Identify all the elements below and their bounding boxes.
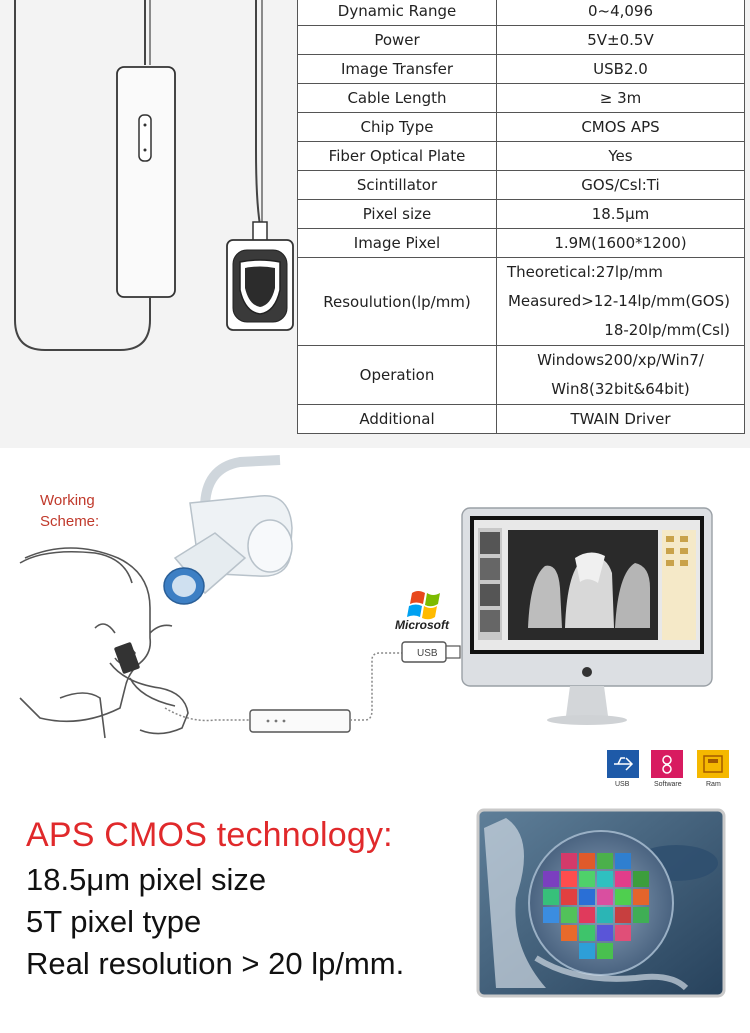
working-scheme-section (0, 448, 750, 798)
spec-row-dynamic-range (298, 0, 745, 26)
feature-software-icon (651, 750, 683, 788)
spec-row-chip-type (298, 113, 745, 142)
spec-value-multiline (497, 346, 745, 405)
feature-ram-label: Ram (706, 781, 721, 788)
spec-label: Additional (298, 405, 497, 434)
spec-value: 0~4,096 (497, 0, 745, 26)
spec-value: 1.9M(1600*1200) (497, 229, 745, 258)
spec-table (297, 0, 745, 434)
spec-value: Yes (497, 142, 745, 171)
spec-label: Operation (298, 346, 497, 405)
spec-section (0, 0, 750, 448)
spec-value: ≥ 3m (497, 84, 745, 113)
spec-value: TWAIN Driver (497, 405, 745, 434)
feature-usb-icon (607, 750, 639, 788)
intraoral-sensor (114, 642, 140, 674)
spec-label: Scintillator (298, 171, 497, 200)
spec-label: Cable Length (298, 84, 497, 113)
technology-pixel-type: 5T pixel type (26, 904, 202, 939)
working-scheme-label: Working Scheme: (40, 492, 100, 530)
sensor-cable (165, 708, 250, 721)
sensor-device-illustration (0, 0, 300, 448)
spec-label: Pixel size (298, 200, 497, 229)
technology-title: APS CMOS technology: (26, 816, 393, 854)
spec-row-power (298, 26, 745, 55)
xray-generator-illustration (164, 460, 292, 604)
cmos-wafer-photo (476, 808, 726, 998)
spec-value: CMOS APS (497, 113, 745, 142)
working-scheme-diagram (0, 448, 750, 798)
feature-software-label: Software (654, 781, 682, 788)
technology-resolution: Real resolution > 20 lp/mm. (26, 946, 405, 981)
usb-plug-label: USB (417, 648, 438, 659)
spec-label: Image Transfer (298, 55, 497, 84)
spec-row-cable-length (298, 84, 745, 113)
spec-label: Fiber Optical Plate (298, 142, 497, 171)
patient-illustration (20, 548, 188, 738)
spec-value: 18.5μm (497, 200, 745, 229)
spec-value: GOS/Csl:Ti (497, 171, 745, 200)
spec-label: Chip Type (298, 113, 497, 142)
technology-pixel-size: 18.5μm pixel size (26, 862, 267, 897)
spec-label: Power (298, 26, 497, 55)
microsoft-logo-icon (407, 591, 440, 619)
spec-row-image-transfer (298, 55, 745, 84)
control-box-icon (250, 710, 350, 732)
technology-section (0, 798, 750, 1033)
spec-label: Dynamic Range (298, 0, 497, 26)
spec-label: Image Pixel (298, 229, 497, 258)
spec-label: Resoulution(lp/mm) (298, 258, 497, 346)
operation-line-1: Windows200/xp/Win7/ (537, 351, 704, 369)
spec-row-scintillator (298, 171, 745, 200)
computer-monitor-illustration (462, 508, 712, 725)
feature-ram-icon (697, 750, 729, 788)
spec-row-operation (298, 346, 745, 405)
resolution-measured-gos: Measured>12-14lp/mm(GOS) (507, 292, 730, 310)
spec-row-additional (298, 405, 745, 434)
spec-value: 5V±0.5V (497, 26, 745, 55)
operation-line-2: Win8(32bit&64bit) (551, 380, 690, 398)
spec-value-multiline (497, 258, 745, 346)
spec-value: USB2.0 (497, 55, 745, 84)
spec-row-resolution (298, 258, 745, 346)
spec-row-image-pixel (298, 229, 745, 258)
resolution-measured-csl: 18-20lp/mm(Csl) (604, 321, 730, 339)
spec-row-fiber-optical-plate (298, 142, 745, 171)
usb-plug-icon (402, 642, 460, 662)
feature-usb-label: USB (615, 781, 630, 788)
microsoft-brand-text: Microsoft (395, 618, 449, 632)
resolution-theoretical: Theoretical:27lp/mm (507, 263, 663, 281)
spec-row-pixel-size (298, 200, 745, 229)
